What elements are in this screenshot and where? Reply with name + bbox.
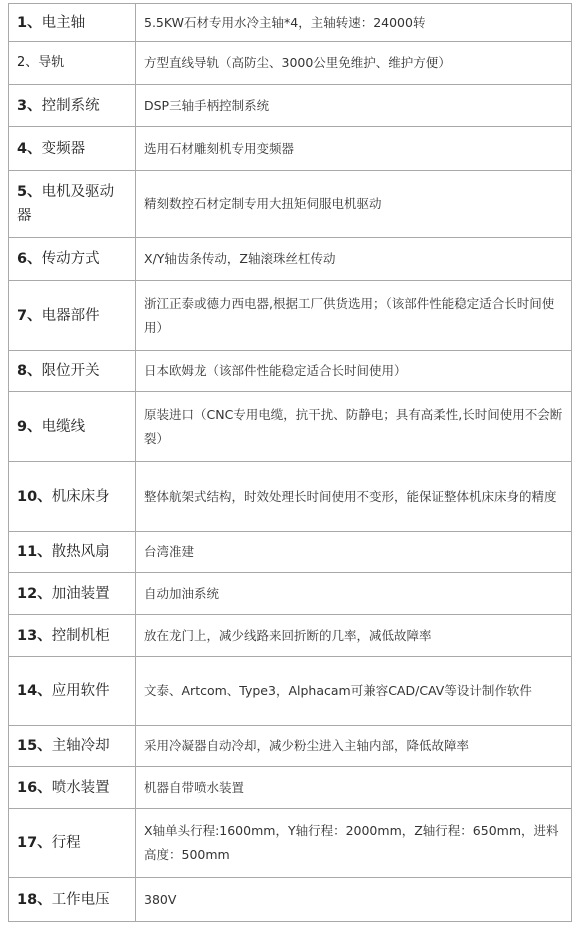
table-row: [9, 85, 572, 127]
spec-separator: 、: [27, 140, 42, 157]
spec-label: 散热风扇: [51, 544, 110, 560]
table-row: [9, 462, 572, 532]
table-row: [9, 809, 572, 878]
spec-label: 导轨: [38, 55, 65, 70]
spec-label-cell: [9, 615, 136, 657]
spec-separator: 、: [27, 363, 42, 379]
spec-label-cell: [9, 809, 136, 878]
spec-label-cell: [9, 238, 136, 281]
spec-number: 9: [17, 418, 28, 435]
spec-label: 主轴冷却: [51, 738, 110, 754]
spec-separator: 、: [25, 55, 39, 70]
spec-separator: 、: [27, 14, 42, 31]
spec-value: 浙江正泰或德力西电器,根据工厂供货选用；（该部件性能稳定适合长时间使用）: [136, 281, 572, 351]
spec-value: 机器自带喷水装置: [136, 767, 572, 809]
spec-number: 18: [17, 891, 38, 908]
spec-separator: 、: [37, 891, 52, 908]
spec-number: 17: [17, 835, 38, 851]
table-row: [9, 4, 572, 42]
spec-value: 选用石材雕刻机专用变频器: [136, 127, 572, 171]
spec-separator: 、: [37, 488, 52, 505]
spec-label-cell: [9, 127, 136, 171]
table-row: [9, 615, 572, 657]
spec-label-cell: [9, 532, 136, 573]
spec-table: [8, 3, 572, 922]
spec-value: 台湾准建: [136, 532, 572, 573]
spec-number: 1: [17, 14, 28, 31]
table-row: [9, 42, 572, 85]
spec-label: 电主轴: [41, 14, 86, 31]
spec-label-cell: [9, 42, 136, 85]
spec-value: 采用冷凝器自动冷却，减少粉尘进入主轴内部，降低故障率: [136, 726, 572, 767]
table-row: [9, 238, 572, 281]
spec-label-cell: [9, 462, 136, 532]
table-row: [9, 726, 572, 767]
spec-separator: 、: [37, 835, 52, 851]
spec-number: 12: [17, 585, 38, 602]
spec-separator: 、: [27, 184, 42, 200]
spec-value: 方型直线导轨（高防尘、3000公里免维护、维护方便）: [136, 42, 572, 85]
spec-table-body: [9, 4, 572, 922]
spec-label: 限位开关: [41, 363, 100, 379]
spec-number: 8: [17, 363, 28, 379]
spec-separator: 、: [27, 307, 42, 324]
spec-number: 4: [17, 140, 28, 157]
spec-separator: 、: [37, 683, 52, 699]
spec-value: 精刻数控石材定制专用大扭矩伺服电机驱动: [136, 171, 572, 238]
spec-value: X/Y轴齿条传动，Z轴滚珠丝杠传动: [136, 238, 572, 281]
spec-separator: 、: [37, 627, 52, 644]
table-row: [9, 767, 572, 809]
spec-number: 15: [17, 738, 38, 754]
spec-label: 行程: [51, 835, 81, 851]
spec-label: 工作电压: [51, 891, 110, 908]
spec-label: 应用软件: [51, 683, 110, 699]
spec-label-cell: [9, 726, 136, 767]
spec-value: 整体航架式结构，时效处理长时间使用不变形，能保证整体机床床身的精度: [136, 462, 572, 532]
table-row: [9, 878, 572, 922]
table-row: [9, 281, 572, 351]
spec-label: 电机及驱动器: [17, 184, 115, 224]
spec-label: 控制机柜: [51, 627, 110, 644]
spec-label: 变频器: [41, 140, 86, 157]
spec-label-cell: [9, 767, 136, 809]
spec-label: 传动方式: [41, 251, 100, 267]
table-row: [9, 127, 572, 171]
spec-separator: 、: [27, 97, 42, 114]
table-row: [9, 351, 572, 392]
spec-label-cell: [9, 657, 136, 726]
spec-value: 自动加油系统: [136, 573, 572, 615]
spec-number: 13: [17, 627, 38, 644]
spec-value: X轴单头行程:1600mm，Y轴行程：2000mm，Z轴行程：650mm，进料高度：500mm: [136, 809, 572, 878]
spec-number: 10: [17, 488, 38, 505]
spec-number: 16: [17, 779, 38, 796]
spec-label: 机床床身: [51, 488, 110, 505]
spec-separator: 、: [27, 418, 42, 435]
spec-label-cell: [9, 281, 136, 351]
spec-label: 控制系统: [41, 97, 100, 114]
spec-separator: 、: [37, 738, 52, 754]
spec-number: 2: [17, 55, 26, 70]
table-row: [9, 392, 572, 462]
spec-number: 7: [17, 307, 28, 324]
spec-label-cell: [9, 351, 136, 392]
spec-separator: 、: [37, 779, 52, 796]
spec-label-cell: [9, 573, 136, 615]
spec-value: 原装进口（CNC专用电缆，抗干扰、防静电；具有高柔性,长时间使用不会断裂）: [136, 392, 572, 462]
table-row: [9, 657, 572, 726]
spec-value: 放在龙门上，减少线路来回折断的几率，减低故障率: [136, 615, 572, 657]
spec-label-cell: [9, 392, 136, 462]
spec-separator: 、: [37, 585, 52, 602]
spec-label-cell: [9, 85, 136, 127]
table-row: [9, 573, 572, 615]
spec-label-cell: [9, 4, 136, 42]
spec-number: 14: [17, 683, 38, 699]
spec-number: 6: [17, 251, 28, 267]
spec-value: 380V: [136, 878, 572, 922]
spec-label: 喷水装置: [51, 779, 110, 796]
spec-number: 3: [17, 97, 28, 114]
spec-label: 电缆线: [41, 418, 86, 435]
spec-number: 11: [17, 544, 38, 560]
spec-value: 文泰、Artcom、Type3，Alphacam可兼容CAD/CAV等设计制作软件: [136, 657, 572, 726]
table-row: [9, 532, 572, 573]
spec-label: 电器部件: [41, 307, 100, 324]
spec-value: DSP三轴手柄控制系统: [136, 85, 572, 127]
spec-value: 日本欧姆龙（该部件性能稳定适合长时间使用）: [136, 351, 572, 392]
spec-value: 5.5KW石材专用水冷主轴*4，主轴转速：24000转: [136, 4, 572, 42]
spec-separator: 、: [27, 251, 42, 267]
spec-label-cell: [9, 171, 136, 238]
table-row: [9, 171, 572, 238]
spec-separator: 、: [37, 544, 52, 560]
spec-label-cell: [9, 878, 136, 922]
spec-label: 加油装置: [51, 585, 110, 602]
spec-number: 5: [17, 184, 28, 200]
